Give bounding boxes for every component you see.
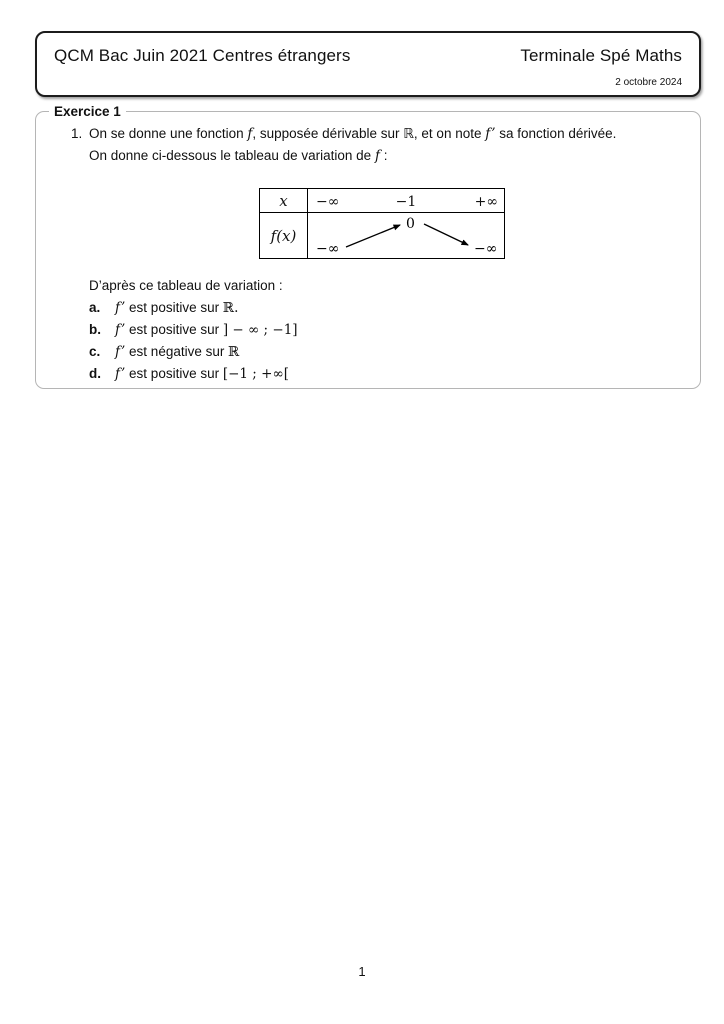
- math-f-prime: f’: [115, 322, 126, 338]
- math-f-prime: f’: [485, 126, 496, 142]
- exercise-legend: Exercice 1: [49, 104, 126, 119]
- page-number: 1: [358, 964, 366, 979]
- f-maximum-value: 0: [406, 216, 415, 232]
- math-f-prime: f’: [115, 344, 126, 360]
- math-f-of-x: f(x): [270, 226, 297, 245]
- option-letter: a.: [89, 300, 101, 315]
- increase-arrow-icon: [346, 225, 400, 247]
- table-variation-cell: [308, 213, 504, 258]
- option-letter: b.: [89, 322, 101, 337]
- math-f: f: [247, 126, 253, 142]
- math-f-prime: f’: [115, 300, 126, 316]
- table-function-cell: [260, 213, 308, 258]
- option-set: ℝ: [228, 344, 240, 360]
- x-value-minus-infinity: −∞: [316, 194, 340, 210]
- math-f-prime: f’: [115, 366, 126, 382]
- table-header-variable-cell: [260, 189, 308, 213]
- header-row: [54, 46, 682, 66]
- question-text-1: On se donne une fonction f, supposée dérivable sur ℝ, et on note f’ sa fonction dérivée.: [89, 126, 617, 142]
- option-c: c. f’ est négative sur ℝ: [36, 341, 700, 363]
- exercise-content: [36, 112, 700, 385]
- option-set: ] − ∞ ; −1]: [222, 322, 298, 338]
- decrease-arrow-icon: [424, 224, 468, 245]
- header-box: [35, 31, 701, 97]
- math-x: x: [279, 191, 288, 210]
- options-prompt: D’après ce tableau de variation :: [89, 278, 283, 293]
- variation-table: [259, 188, 505, 259]
- options-list: [36, 297, 700, 385]
- table-x-values-row: [308, 189, 504, 213]
- variation-diagram: [308, 213, 504, 258]
- option-d: d. f’ est positive sur [−1 ; +∞[: [36, 363, 700, 385]
- math-f: f: [374, 148, 380, 164]
- option-letter: c.: [89, 344, 101, 359]
- exercise-frame: [35, 104, 701, 389]
- question-line-2: On donne ci-dessous le tableau de variation de f :: [89, 148, 388, 164]
- x-value-plus-infinity: +∞: [474, 194, 498, 210]
- document-title: QCM Bac Juin 2021 Centres étrangers: [54, 46, 351, 65]
- x-value-minus-one: −1: [395, 194, 417, 210]
- option-a: a. f’ est positive sur ℝ.: [36, 297, 700, 319]
- option-set: ℝ.: [222, 300, 239, 316]
- course-title: Terminale Spé Maths: [520, 46, 682, 65]
- f-limit-right: −∞: [474, 241, 498, 257]
- option-letter: d.: [89, 366, 101, 381]
- question-line-1: [36, 123, 700, 145]
- f-limit-left: −∞: [316, 241, 340, 257]
- option-set: [−1 ; +∞[: [222, 366, 289, 382]
- question-number: 1.: [71, 126, 83, 141]
- document-date: 2 octobre 2024: [615, 77, 682, 88]
- option-b: b. f’ est positive sur ] − ∞ ; −1]: [36, 319, 700, 341]
- math-reals: ℝ: [403, 126, 414, 142]
